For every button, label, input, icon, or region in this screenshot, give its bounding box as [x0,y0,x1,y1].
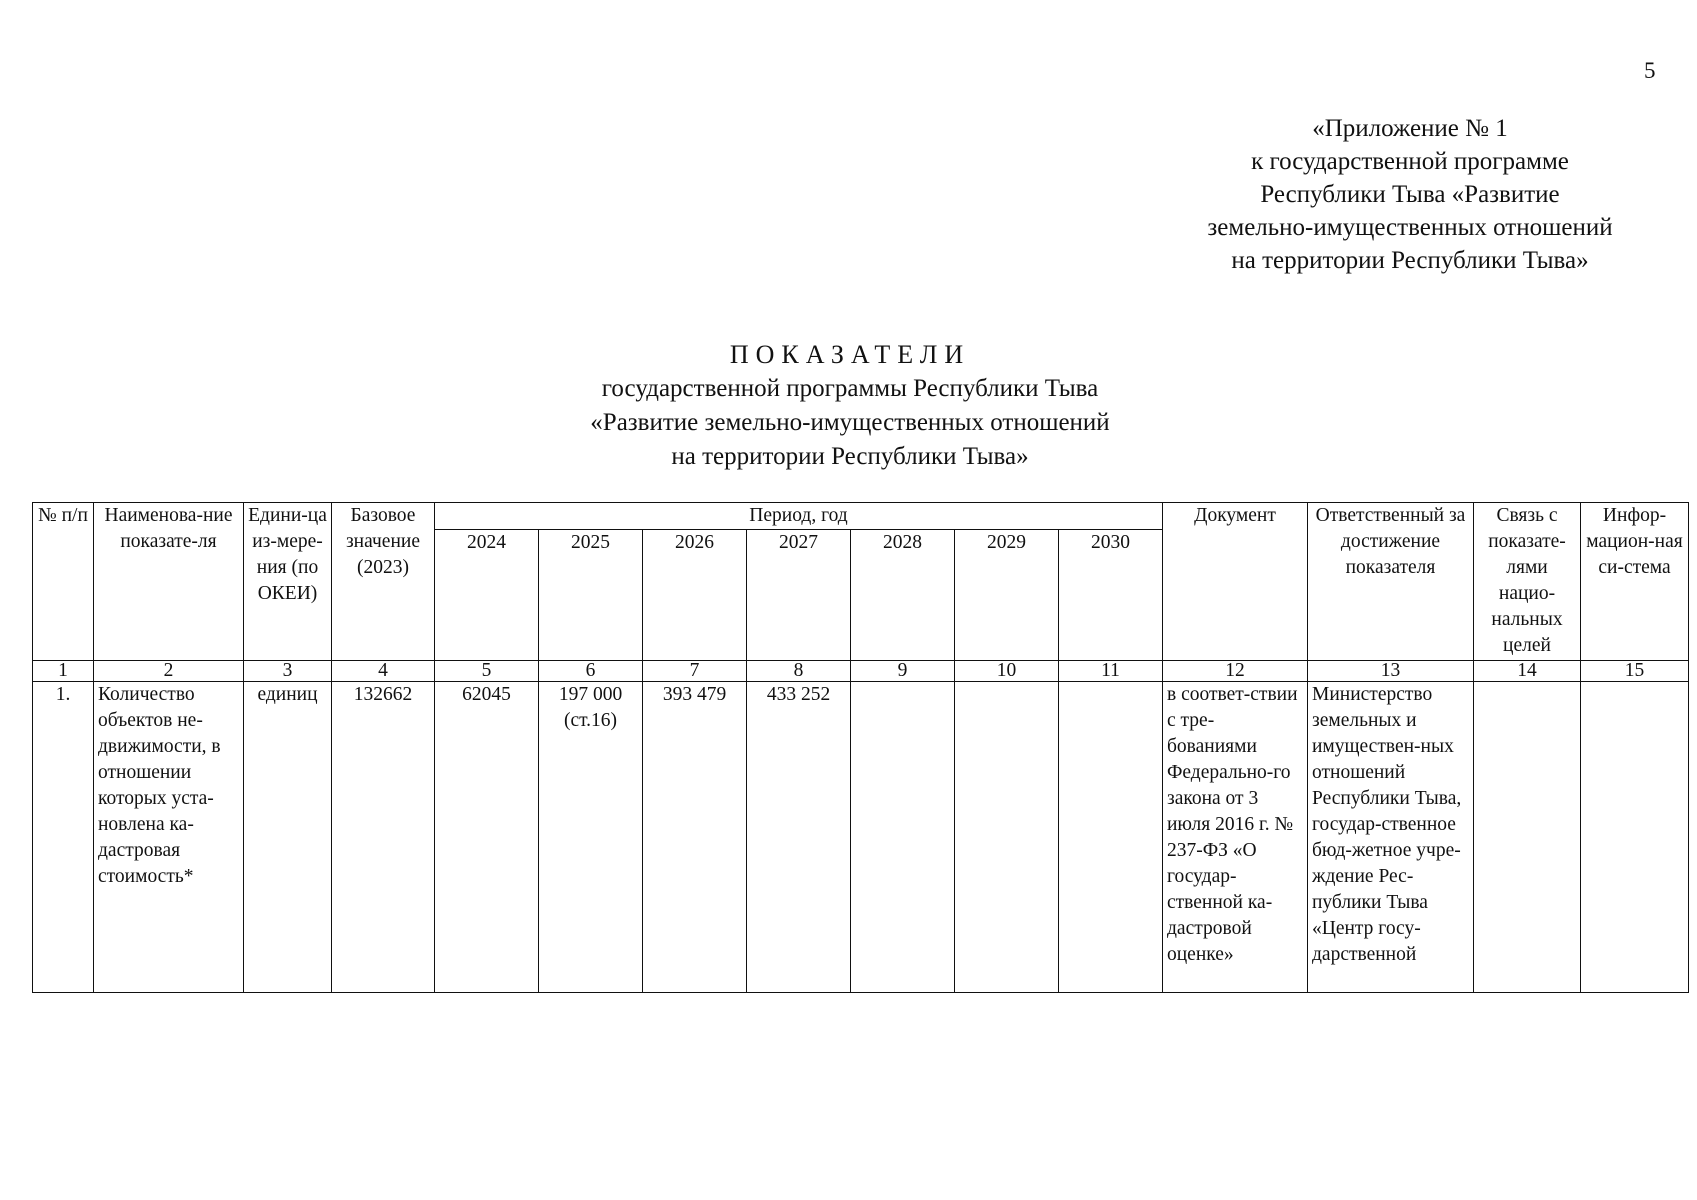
title-line: «Развитие земельно-имущественных отношений [590,409,1110,436]
header-num: № п/п [33,503,94,661]
appendix-line: Республики Тыва «Развитие [1260,181,1560,208]
appendix-line: на территории Республики Тыва» [1231,247,1589,274]
cell-2030 [1059,682,1163,993]
header-name: Наименова-ние показате-ля [94,503,244,661]
header-unit: Едини-ца из-мере-ния (по ОКЕИ) [244,503,332,661]
column-number: 2 [94,661,244,682]
header-row [33,503,1689,530]
column-number: 12 [1163,661,1308,682]
column-number: 3 [244,661,332,682]
header-base: Базовое значение (2023) [332,503,435,661]
header-year: 2027 [747,530,851,661]
cell-responsible: Министерство земельных и имуществен-ных отношений Республики Тыва, государ-ственное бюд-жетное учре-ждение Рес-публики Тыва «Центр госу-дарственной [1308,682,1474,993]
header-year: 2026 [643,530,747,661]
column-number: 10 [955,661,1059,682]
page-number: 5 [1644,58,1656,83]
column-number: 6 [539,661,643,682]
header-year: 2029 [955,530,1059,661]
cell-num: 1. [33,682,94,993]
cell-2025: 197 000 (ст.16) [539,682,643,993]
header-year: 2028 [851,530,955,661]
column-number: 9 [851,661,955,682]
cell-2029 [955,682,1059,993]
cell-2027: 433 252 [747,682,851,993]
column-number-row [33,661,1689,682]
header-year: 2030 [1059,530,1163,661]
cell-document: в соответ-ствии с тре-бованиями Федерально-го закона от 3 июля 2016 г. № 237-ФЗ «О государ-ственной ка-дастровой оценке» [1163,682,1308,993]
title-line: государственной программы Республики Тыва [601,375,1099,402]
column-number: 7 [643,661,747,682]
header-responsible: Ответственный за достижение показателя [1308,503,1474,661]
column-number: 13 [1308,661,1474,682]
cell-2028 [851,682,955,993]
cell-link [1474,682,1581,993]
title-main: ПОКАЗАТЕЛИ [729,340,971,369]
appendix-line: «Приложение № 1 [1312,115,1508,142]
document-title [440,338,1260,474]
appendix-header [1160,112,1660,277]
column-number: 15 [1581,661,1689,682]
cell-unit: единиц [244,682,332,993]
column-number: 4 [332,661,435,682]
indicators-table [32,502,1689,993]
header-link: Связь с показате-лями нацио-нальных целей [1474,503,1581,661]
header-year: 2024 [435,530,539,661]
column-number: 8 [747,661,851,682]
appendix-line: земельно-имущественных отношений [1207,214,1613,241]
title-line: на территории Республики Тыва» [671,443,1029,470]
column-number: 1 [33,661,94,682]
header-infosystem: Инфор-мацион-ная си-стема [1581,503,1689,661]
column-number: 5 [435,661,539,682]
cell-infosystem [1581,682,1689,993]
cell-2024: 62045 [435,682,539,993]
header-period: Период, год [435,503,1163,530]
table-row [33,682,1689,993]
column-number: 11 [1059,661,1163,682]
appendix-line: к государственной программе [1251,148,1569,175]
header-year: 2025 [539,530,643,661]
cell-base: 132662 [332,682,435,993]
column-number: 14 [1474,661,1581,682]
cell-name: Количество объектов не-движимости, в отношении которых уста-новлена ка-дастровая стоимость* [94,682,244,993]
cell-2026: 393 479 [643,682,747,993]
header-document: Документ [1163,503,1308,661]
